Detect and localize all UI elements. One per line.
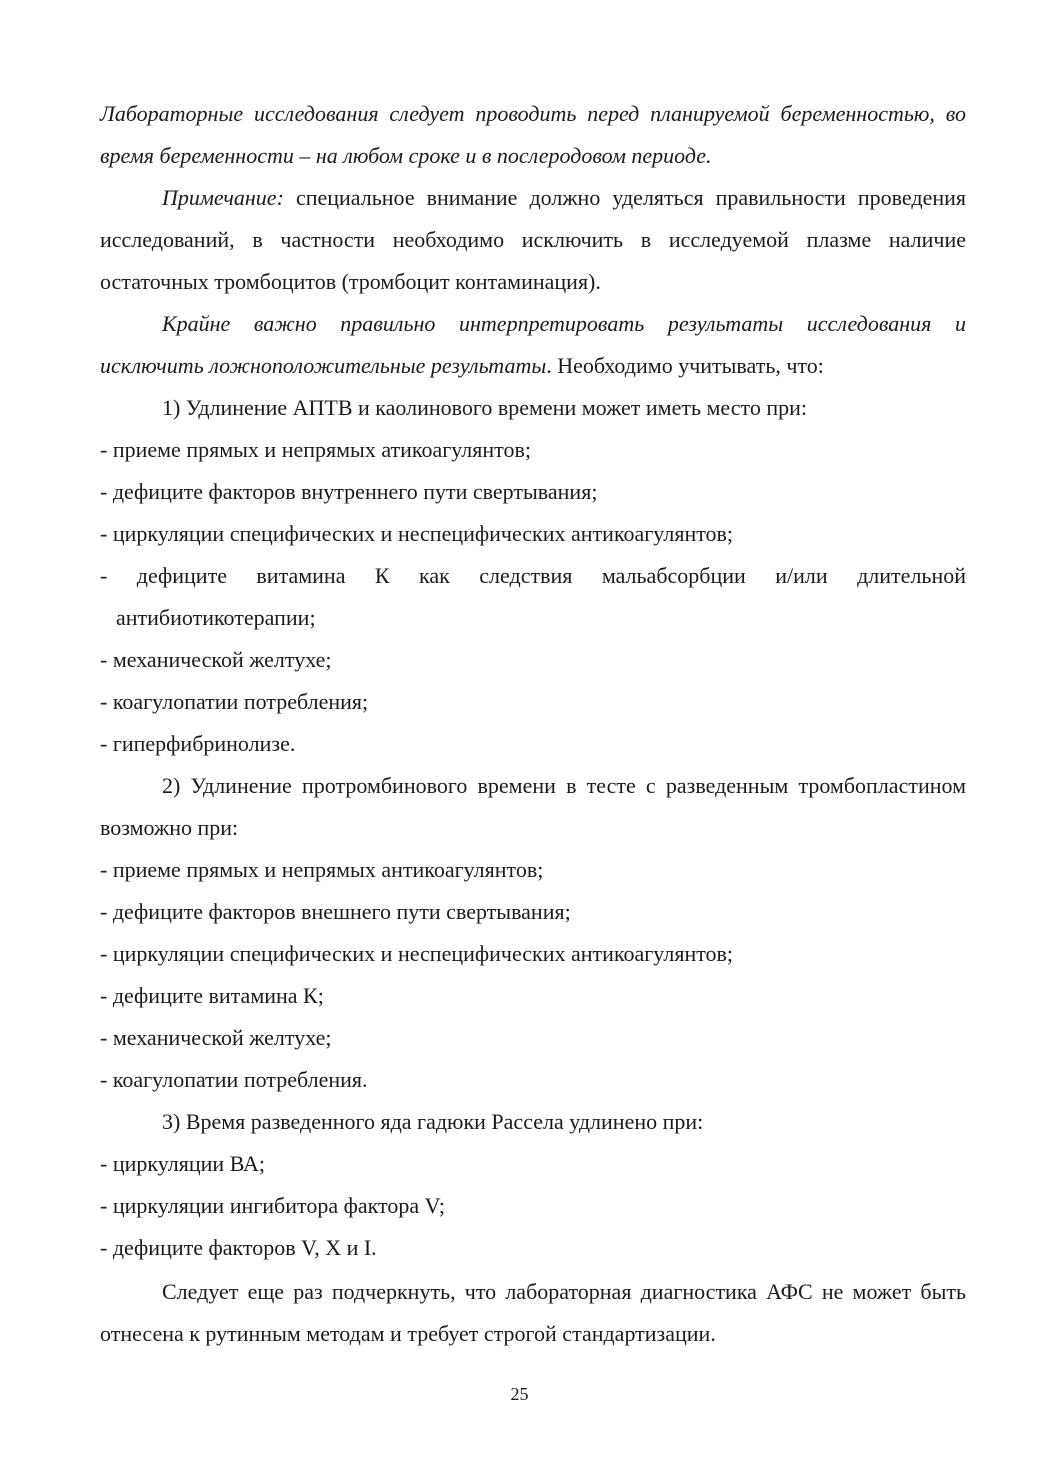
list-item: - циркуляции ингибитора фактора V; (100, 1193, 445, 1218)
list-item: - циркуляции специфических и неспецифических антикоагулянтов; (100, 521, 734, 546)
list-item: - дефиците факторов внешнего пути свертывания; (100, 899, 571, 924)
interpretation-text: . Необходимо учитывать, что: (546, 353, 824, 378)
section2-heading: 2) Удлинение протромбинового времени в тесте с разведенным тромбопластином возможно при: (100, 773, 966, 840)
interpretation-emphasis: Крайне важно правильно интерпретировать результаты исследования и исключить ложноположительные результаты (100, 311, 966, 378)
paragraph-interpretation (100, 303, 966, 387)
list-item: - дефиците витамина К; (100, 983, 324, 1008)
list-item: - механической желтухе; (100, 647, 332, 672)
list-item: - коагулопатии потребления; (100, 689, 369, 714)
list-item: - приеме прямых и непрямых атикоагулянтов; (100, 437, 531, 462)
paragraph-note (100, 177, 966, 303)
page-number: 25 (510, 1384, 529, 1404)
list-item: - приеме прямых и непрямых антикоагулянтов; (100, 857, 544, 882)
list-item: - механической желтухе; (100, 1025, 332, 1050)
section3-heading: 3) Время разведенного яда гадюки Рассела удлинено при: (162, 1109, 704, 1134)
paragraph-conclusion: Следует еще раз подчеркнуть, что лабораторная диагностика АФС не может быть отнесена к рутинным методам и требует строгой стандартизации. (100, 1279, 966, 1346)
paragraph-lab-timing: Лабораторные исследования следует проводить перед планируемой беременностью, во время беременности – на любом сроке и в послеродовом периоде. (100, 101, 966, 168)
list-item: - гиперфибринолизе. (100, 731, 296, 756)
section1-heading: 1) Удлинение АПТВ и каолинового времени может иметь место при: (162, 395, 807, 420)
note-label: Примечание: (162, 185, 284, 210)
list-item: - дефиците факторов внутреннего пути свертывания; (100, 479, 598, 504)
list-item: - коагулопатии потребления. (100, 1067, 368, 1092)
note-text: специальное внимание должно уделяться правильности проведения исследований, в частности необходимо исключить в исследуемой плазме наличие остаточных тромбоцитов (тромбоцит контаминация). (100, 185, 966, 294)
list-item: - дефиците факторов V, X и I. (100, 1235, 377, 1260)
list-item: - дефиците витамина К как следствия мальабсорбции и/или длительной антибиотикотерапии; (100, 563, 966, 630)
list-item: - циркуляции специфических и неспецифических антикоагулянтов; (100, 941, 734, 966)
list-item: - циркуляции ВА; (100, 1151, 265, 1176)
document-page (100, 93, 966, 1355)
